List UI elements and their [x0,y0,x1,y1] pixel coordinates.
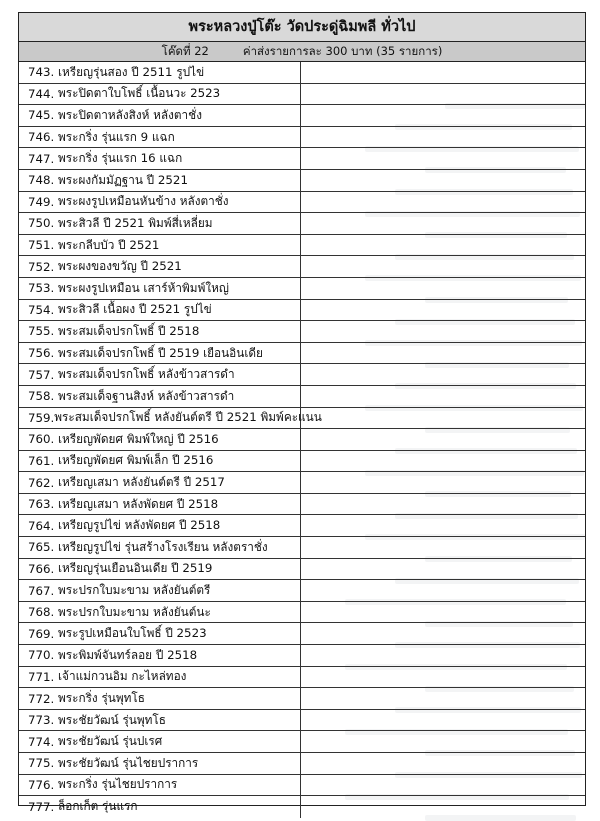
list-item [19,580,585,602]
list-item [19,775,585,797]
item-cell [19,559,301,580]
item-number: 743. [28,65,55,80]
item-number: 759. [28,410,55,425]
item-number: 752. [28,259,55,274]
list-item [19,688,585,710]
item-cell [19,537,301,558]
item-number: 768. [28,605,55,620]
price-label: ค่าส่งรายการละ 300 บาท (35 รายการ) [242,43,443,58]
list-item [19,105,585,127]
page-title: พระหลวงปู่โต๊ะ วัดประดู่ฉิมพลี ทั่วไป [19,13,585,42]
item-cell [19,775,301,796]
item-cell [19,451,301,472]
item-name: เจ้าแม่กวนอิม กะไหล่ทอง [58,669,187,684]
item-cell [19,364,301,385]
list-item [19,192,585,214]
item-cell [19,343,301,364]
item-name: พระรูปเหมือนใบโพธิ์ ปี 2523 [58,626,207,641]
item-cell [19,300,301,321]
list-item [19,472,585,494]
item-cell [19,472,301,493]
item-name: พระกลีบบัว ปี 2521 [58,237,160,252]
item-cell [19,667,301,688]
item-cell [19,386,301,407]
item-cell [19,408,322,429]
item-number: 774. [28,734,55,749]
item-name: เหรียญเสมา หลังพัดยศ ปี 2518 [58,496,219,511]
item-name: พระชัยวัฒน์ รุ่นไชยปราการ [58,755,199,770]
item-number: 755. [28,324,55,339]
item-number: 753. [28,281,55,296]
list-item [19,537,585,559]
item-number: 751. [28,238,55,253]
item-cell [19,278,301,299]
list-item [19,148,585,170]
item-number: 758. [28,389,55,404]
item-name: พระกริ่ง รุ่นแรก 9 แฉก [58,129,175,144]
list-item [19,127,585,149]
item-name: พระชัยวัฒน์ รุ่นพุทโธ [58,712,166,727]
item-name: เหรียญรุ่นสอง ปี 2511 รูปไข่ [58,64,205,79]
item-name: พระพิมพ์จันทร์ลอย ปี 2518 [58,647,198,662]
item-name: พระสิวลี เนื้อผง ปี 2521 รูปไข่ [58,302,212,317]
list-item [19,494,585,516]
item-number: 764. [28,518,55,533]
item-name: เหรียญรุ่นเยือนอินเดีย ปี 2519 [58,561,213,576]
item-number: 750. [28,216,55,231]
item-cell [19,753,301,774]
item-number: 766. [28,561,55,576]
item-name: พระสมเด็จฐานสิงห์ หลังข้าวสารดำ [58,388,235,403]
item-number: 762. [28,475,55,490]
item-name: ล็อกเก็ต รุ่นแรก [58,799,138,814]
item-number: 754. [28,302,55,317]
subheader [19,42,585,62]
item-cell [19,645,301,666]
item-number: 777. [28,799,55,814]
list-item [19,753,585,775]
item-name: พระกริ่ง รุ่นพุทโธ [58,691,145,706]
item-cell [19,602,301,623]
list-item [19,408,585,430]
item-cell [19,796,301,818]
item-number: 775. [28,756,55,771]
list-item [19,451,585,473]
item-cell [19,213,301,234]
list-item [19,235,585,257]
item-name: พระสมเด็จปรกโพธิ์ หลังยันต์ตรี ปี 2521 พิมพ์คะแนน [54,410,322,425]
item-cell [19,321,301,342]
list-item [19,796,585,818]
item-number: 746. [28,130,55,145]
item-number: 756. [28,346,55,361]
item-name: พระชัยวัฒน์ รุ่นปเรศ [58,734,163,749]
item-name: พระปิดตาหลังสิงห์ หลังตาชั่ง [58,107,202,122]
list-item [19,364,585,386]
list-item [19,213,585,235]
list-item [19,623,585,645]
list-item [19,62,585,84]
item-list [19,62,585,818]
item-number: 773. [28,713,55,728]
list-item [19,170,585,192]
list-item [19,645,585,667]
item-number: 757. [28,367,55,382]
item-name: พระสมเด็จปรกโพธิ์ ปี 2519 เยือนอินเดีย [58,345,263,360]
item-number: 767. [28,583,55,598]
item-name: พระกริ่ง รุ่นไชยปราการ [58,777,178,792]
item-name: เหรียญเสมา หลังยันต์ตรี ปี 2517 [58,475,225,490]
item-cell [19,148,301,169]
item-cell [19,235,301,256]
item-cell [19,623,301,644]
list-item [19,84,585,106]
item-cell [19,580,301,601]
item-name: พระผงของขวัญ ปี 2521 [58,259,182,274]
item-number: 763. [28,497,55,512]
list-item [19,300,585,322]
item-number: 776. [28,777,55,792]
item-number: 772. [28,691,55,706]
item-name: พระสมเด็จปรกโพธิ์ หลังข้าวสารดำ [58,367,235,382]
item-number: 748. [28,173,55,188]
item-cell [19,710,301,731]
list-item [19,256,585,278]
list-item [19,429,585,451]
item-cell [19,62,301,83]
item-number: 745. [28,108,55,123]
item-name: พระปรกใบมะขาม หลังยันต์ตรี [58,583,211,598]
list-item [19,602,585,624]
item-name: พระกริ่ง รุ่นแรก 16 แฉก [58,151,183,166]
item-cell [19,192,301,213]
list-item [19,667,585,689]
item-number: 771. [28,669,55,684]
item-number: 747. [28,151,55,166]
list-item [19,731,585,753]
item-name: พระผงรูปเหมือนหันข้าง หลังตาชั่ง [58,194,229,209]
item-number: 749. [28,194,55,209]
list-item [19,559,585,581]
item-number: 769. [28,626,55,641]
item-cell [19,688,301,709]
item-number: 770. [28,648,55,663]
list-item [19,343,585,365]
item-cell [19,256,301,277]
item-cell [19,429,301,450]
item-name: พระปรกใบมะขาม หลังยันต์นะ [58,604,211,619]
list-item [19,321,585,343]
item-name: พระผงรูปเหมือน เสาร์ห้าพิมพ์ใหญ่ [58,280,229,295]
item-cell [19,84,301,105]
item-number: 761. [28,453,55,468]
item-name: เหรียญรูปไข่ หลังพัดยศ ปี 2518 [58,518,221,533]
item-name: พระสมเด็จปรกโพธิ์ ปี 2518 [58,323,200,338]
list-item [19,386,585,408]
item-name: พระปิดตาใบโพธิ์ เนื้อนวะ 2523 [58,86,221,101]
code-label: โค๊ดที่ 22 [161,43,209,58]
catalog-page [18,12,586,814]
item-name: เหรียญรูปไข่ รุ่นสร้างโรงเรียน หลังตราชั่ง [58,539,268,554]
item-cell [19,127,301,148]
item-cell [19,105,301,126]
list-item [19,710,585,732]
item-number: 765. [28,540,55,555]
item-name: เหรียญพัดยศ พิมพ์ใหญ่ ปี 2516 [58,431,219,446]
item-number: 760. [28,432,55,447]
item-number: 744. [28,86,55,101]
list-item [19,278,585,300]
item-cell [19,731,301,752]
item-cell [19,494,301,515]
item-name: พระสิวลี ปี 2521 พิมพ์สี่เหลี่ยม [58,215,213,230]
item-name: เหรียญพัดยศ พิมพ์เล็ก ปี 2516 [58,453,214,468]
item-cell [19,170,301,191]
item-cell [19,515,301,536]
item-name: พระผงกัมมัฏฐาน ปี 2521 [58,172,188,187]
list-item [19,515,585,537]
